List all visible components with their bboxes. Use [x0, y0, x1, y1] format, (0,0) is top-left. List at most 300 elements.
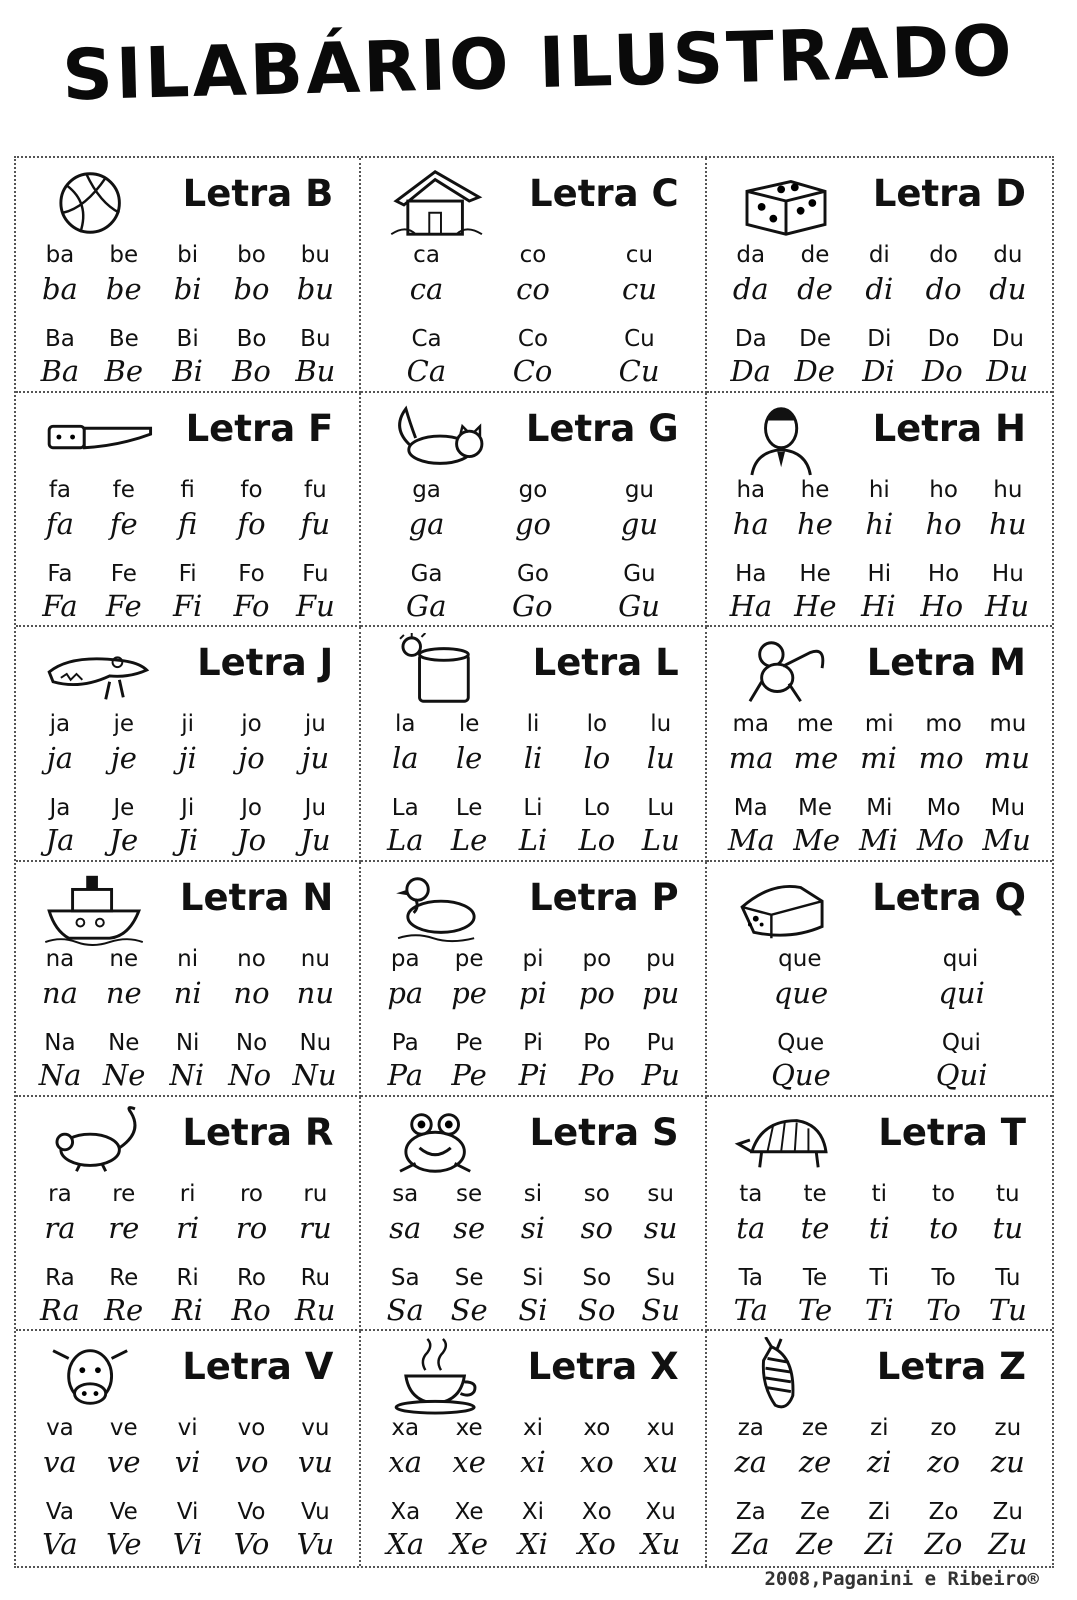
- syllable: mo: [918, 741, 964, 776]
- letter-card: [361, 393, 706, 628]
- syllable: ze: [798, 1445, 832, 1480]
- syllable: Da: [730, 354, 771, 388]
- letter-card: [707, 1097, 1052, 1332]
- syllable: Mu: [990, 795, 1026, 822]
- syllable: Vi: [172, 1527, 203, 1562]
- syllables-uppercase: [373, 1265, 692, 1291]
- syllable-grid: [14, 156, 1054, 1568]
- syllable: xi: [520, 1445, 546, 1480]
- syllable: vu: [301, 1415, 330, 1442]
- syllable: Ca: [411, 326, 442, 352]
- syllable: do: [929, 242, 958, 268]
- syllable: Su: [646, 1264, 676, 1291]
- monkey-icon: [727, 633, 845, 711]
- syllables-uppercase: [719, 1499, 1040, 1525]
- syllable: fo: [240, 476, 263, 503]
- syllable: Mi: [866, 795, 893, 822]
- syllable: da: [732, 272, 769, 306]
- syllable: Cu: [618, 354, 660, 388]
- letter-heading: Letra Z: [876, 1345, 1026, 1389]
- syllable: Mo: [916, 823, 965, 858]
- syllables-cursive-uppercase: [373, 1527, 692, 1561]
- letter-heading: Letra M: [866, 641, 1026, 685]
- syllables-cursive-lowercase: [373, 1445, 692, 1479]
- letter-heading: Letra L: [532, 641, 679, 685]
- syllable: Za: [732, 1527, 770, 1562]
- syllable: gu: [624, 476, 655, 503]
- syllable: Zi: [868, 1499, 891, 1526]
- syllables-cursive-lowercase: [373, 507, 692, 541]
- syllable: xu: [643, 1445, 679, 1480]
- syllable: ro: [235, 1210, 268, 1245]
- syllables-cursive-lowercase: [719, 976, 1040, 1010]
- ball-icon: [36, 164, 154, 242]
- syllable: fu: [300, 506, 331, 541]
- syllables-cursive-lowercase: [28, 741, 347, 775]
- syllable: te: [803, 1180, 827, 1207]
- syllable: Na: [44, 1030, 76, 1056]
- syllable: Ho: [920, 588, 964, 623]
- syllables-cursive-lowercase: [28, 1211, 347, 1245]
- syllable: Zu: [988, 1527, 1028, 1562]
- syllable: zi: [870, 1415, 889, 1442]
- syllables-cursive-uppercase: [719, 589, 1040, 623]
- syllable: Xo: [581, 1499, 612, 1526]
- syllable: no: [233, 976, 270, 1010]
- syllable: Sa: [390, 1264, 420, 1291]
- letter-heading: Letra G: [525, 406, 679, 450]
- letter-heading: Letra H: [872, 406, 1026, 450]
- syllable: Ni: [175, 1030, 200, 1056]
- syllable: Bi: [176, 326, 199, 352]
- syllable: fo: [237, 506, 266, 541]
- syllable: Du: [991, 326, 1024, 352]
- syllable: vo: [234, 1445, 269, 1480]
- syllable: re: [112, 1180, 136, 1207]
- syllable: ve: [107, 1445, 141, 1480]
- syllable: Xa: [386, 1527, 425, 1562]
- syllable: ti: [871, 1180, 888, 1207]
- syllable: Co: [517, 326, 549, 352]
- letter-card: [707, 862, 1052, 1097]
- syllable: va: [46, 1415, 74, 1442]
- syllables-uppercase: [719, 795, 1040, 821]
- syllable: Fe: [110, 560, 137, 587]
- syllable: que: [773, 976, 829, 1010]
- syllable: Be: [108, 326, 139, 352]
- syllable: Ho: [927, 560, 960, 587]
- syllable: po: [582, 946, 612, 972]
- syllable: Lu: [647, 795, 675, 822]
- syllable: ni: [177, 946, 199, 972]
- syllable: Ze: [796, 1527, 834, 1562]
- syllable: Di: [867, 326, 892, 352]
- syllable: Jo: [236, 823, 267, 858]
- syllable: Su: [641, 1292, 680, 1327]
- syllable: ra: [44, 1210, 76, 1245]
- syllable: Pu: [641, 1058, 680, 1092]
- syllable: du: [989, 272, 1027, 306]
- syllable: nu: [300, 946, 330, 972]
- syllable: Fu: [302, 560, 329, 587]
- syllable: di: [868, 242, 890, 268]
- letter-card: [361, 1097, 706, 1332]
- syllable: De: [794, 354, 835, 388]
- syllable: ze: [801, 1415, 829, 1442]
- syllable: cu: [621, 272, 657, 306]
- syllable: Se: [454, 1264, 484, 1291]
- syllable: De: [799, 326, 831, 352]
- syllable: Ro: [236, 1264, 267, 1291]
- letter-card: [707, 627, 1052, 862]
- letter-card: [707, 158, 1052, 393]
- syllable: ha: [732, 506, 769, 541]
- syllable: Je: [113, 795, 135, 822]
- cheese-icon: [727, 868, 845, 946]
- syllable: Hu: [985, 588, 1029, 623]
- syllable: ho: [925, 506, 962, 541]
- syllables-cursive-uppercase: [373, 1293, 692, 1327]
- syllable: Ha: [735, 560, 767, 587]
- syllable: Ba: [40, 354, 80, 388]
- page-title: SILABÁRIO ILUSTRADO: [61, 9, 1016, 117]
- letter-card: [361, 1331, 706, 1566]
- syllable: je: [113, 711, 135, 738]
- syllable: le: [455, 741, 483, 776]
- syllables-uppercase: [28, 326, 347, 352]
- syllable: xe: [455, 1415, 483, 1442]
- syllables-uppercase: [373, 1499, 692, 1525]
- syllable: Fi: [178, 560, 197, 587]
- syllable: vu: [297, 1445, 333, 1480]
- syllable: Ri: [171, 1292, 203, 1327]
- syllable: Zu: [992, 1499, 1024, 1526]
- syllable: ne: [105, 976, 142, 1010]
- syllable: pu: [646, 946, 676, 972]
- syllable: ru: [299, 1210, 332, 1245]
- syllable: za: [734, 1445, 768, 1480]
- syllables-lowercase: [373, 477, 692, 503]
- syllable: bu: [300, 242, 330, 268]
- letter-card: [361, 158, 706, 393]
- syllable: Ti: [865, 1292, 894, 1327]
- duck-icon: [381, 868, 499, 946]
- syllables-uppercase: [28, 561, 347, 587]
- syllable: Va: [42, 1527, 78, 1562]
- syllable: hi: [865, 506, 894, 541]
- syllables-uppercase: [719, 1030, 1040, 1056]
- syllable: Va: [45, 1499, 74, 1526]
- syllable: Lo: [583, 795, 611, 822]
- syllable: Ro: [231, 1292, 271, 1327]
- syllables-lowercase: [28, 711, 347, 737]
- syllable: Ne: [102, 1058, 146, 1092]
- syllable: du: [993, 242, 1023, 268]
- letter-heading: Letra B: [182, 172, 334, 215]
- letter-heading: Letra F: [185, 406, 334, 450]
- syllable: xo: [583, 1415, 611, 1442]
- syllables-cursive-uppercase: [719, 1058, 1040, 1092]
- syllable: to: [932, 1180, 956, 1207]
- syllable: li: [526, 711, 540, 738]
- syllables-uppercase: [373, 795, 692, 821]
- syllable: Xi: [518, 1527, 548, 1562]
- syllable: se: [456, 1180, 483, 1207]
- syllable: so: [583, 1180, 610, 1207]
- syllable: ra: [48, 1180, 72, 1207]
- syllable: fa: [48, 476, 72, 503]
- syllable: Go: [511, 588, 553, 623]
- syllable: do: [925, 272, 962, 306]
- syllable: zu: [994, 1415, 1022, 1442]
- syllables-cursive-uppercase: [373, 354, 692, 388]
- syllables-cursive-uppercase: [28, 1527, 347, 1561]
- syllables-cursive-uppercase: [28, 1293, 347, 1327]
- syllable: vi: [174, 1445, 201, 1480]
- syllable: ro: [239, 1180, 264, 1207]
- syllable: Gu: [618, 588, 660, 623]
- syllable: Ju: [300, 823, 331, 858]
- syllables-lowercase: [373, 242, 692, 268]
- syllable: ta: [739, 1180, 763, 1207]
- syllables-cursive-lowercase: [28, 976, 347, 1010]
- syllable: Ja: [45, 823, 75, 858]
- syllable: Re: [104, 1292, 144, 1327]
- syllable: Lu: [641, 823, 680, 858]
- syllable: me: [796, 711, 834, 738]
- syllable: Ti: [869, 1264, 890, 1291]
- syllable: Que: [777, 1030, 825, 1056]
- syllable: Ji: [177, 823, 199, 858]
- syllable: No: [228, 1058, 272, 1092]
- syllable: Pa: [387, 1058, 423, 1092]
- syllable: Lo: [578, 823, 616, 858]
- armadillo-icon: [727, 1103, 845, 1181]
- letter-card: [16, 627, 361, 862]
- syllable: Xu: [645, 1499, 676, 1526]
- letter-card: [16, 862, 361, 1097]
- syllable: li: [523, 741, 543, 776]
- syllable: Zo: [924, 1527, 963, 1562]
- syllable: ji: [178, 741, 197, 776]
- syllable: bi: [173, 272, 202, 306]
- syllable: Vo: [237, 1499, 266, 1526]
- syllables-lowercase: [719, 1415, 1040, 1441]
- syllable: go: [514, 506, 551, 541]
- syllable: Pu: [646, 1030, 675, 1056]
- syllables-cursive-lowercase: [719, 272, 1040, 306]
- syllables-lowercase: [373, 1415, 692, 1441]
- letter-heading: Letra D: [872, 172, 1026, 215]
- syllables-uppercase: [719, 561, 1040, 587]
- syllable: go: [518, 476, 548, 503]
- syllable: Ri: [176, 1264, 199, 1291]
- syllable: ba: [41, 272, 78, 306]
- syllable: Nu: [299, 1030, 332, 1056]
- syllable: so: [580, 1210, 613, 1245]
- syllable: Qui: [941, 1030, 981, 1056]
- syllable: Si: [522, 1264, 544, 1291]
- syllable: Mu: [982, 823, 1031, 858]
- mouse-icon: [36, 1103, 154, 1181]
- house-icon: [381, 164, 499, 242]
- syllable: Ga: [406, 588, 447, 623]
- syllable: lo: [583, 741, 611, 776]
- syllables-cursive-lowercase: [28, 507, 347, 541]
- syllable: de: [797, 272, 833, 306]
- syllables-cursive-uppercase: [373, 823, 692, 857]
- syllables-cursive-uppercase: [28, 823, 347, 857]
- syllable: To: [931, 1264, 956, 1291]
- syllables-cursive-lowercase: [719, 1445, 1040, 1479]
- syllables-uppercase: [719, 326, 1040, 352]
- syllable: pi: [519, 976, 547, 1010]
- syllable: Ma: [733, 795, 768, 822]
- syllable: Do: [927, 326, 960, 352]
- syllable: Hi: [861, 588, 896, 623]
- letter-card: [16, 158, 361, 393]
- syllables-lowercase: [719, 1181, 1040, 1207]
- syllable: hu: [989, 506, 1027, 541]
- man-icon: [727, 399, 845, 477]
- syllable: tu: [992, 1210, 1024, 1245]
- syllables-uppercase: [28, 1499, 347, 1525]
- syllable: Ra: [45, 1264, 75, 1291]
- frog-icon: [381, 1103, 499, 1181]
- syllable: xi: [522, 1415, 543, 1442]
- syllables-lowercase: [28, 242, 347, 268]
- syllable: xa: [391, 1415, 420, 1442]
- syllables-cursive-lowercase: [373, 1211, 692, 1245]
- syllables-cursive-lowercase: [373, 976, 692, 1010]
- cat-icon: [381, 399, 499, 477]
- syllable: jo: [238, 741, 265, 776]
- syllable: Pe: [455, 1030, 483, 1056]
- syllable: me: [793, 741, 839, 776]
- letter-heading: Letra V: [182, 1345, 334, 1389]
- syllables-cursive-uppercase: [373, 1058, 692, 1092]
- ship-icon: [36, 868, 154, 946]
- syllable: fi: [180, 476, 195, 503]
- syllable: bu: [296, 272, 334, 306]
- syllable: Po: [578, 1058, 615, 1092]
- syllable: Ju: [304, 795, 327, 822]
- letter-heading: Letra N: [179, 876, 334, 919]
- syllable: Na: [38, 1058, 82, 1092]
- syllable: fi: [177, 506, 198, 541]
- syllable: Jo: [241, 795, 262, 822]
- syllable: Xu: [641, 1527, 681, 1562]
- syllable: ca: [409, 272, 444, 306]
- syllable: Se: [450, 1292, 488, 1327]
- syllable: He: [794, 588, 837, 623]
- letter-card: [361, 627, 706, 862]
- syllable: se: [453, 1210, 486, 1245]
- syllable: No: [235, 1030, 268, 1056]
- syllable: tu: [996, 1180, 1020, 1207]
- syllable: ru: [303, 1180, 328, 1207]
- syllable: fe: [112, 476, 135, 503]
- syllable: no: [237, 946, 266, 972]
- syllable: bo: [233, 272, 270, 306]
- syllables-cursive-lowercase: [719, 1211, 1040, 1245]
- syllable: na: [41, 976, 78, 1010]
- letter-heading: Letra R: [182, 1110, 334, 1154]
- syllable: sa: [389, 1210, 422, 1245]
- syllable: va: [43, 1445, 77, 1480]
- syllable: Zi: [864, 1527, 895, 1562]
- syllables-cursive-uppercase: [373, 589, 692, 623]
- syllable: nu: [296, 976, 335, 1010]
- syllable: ji: [181, 711, 195, 738]
- syllable: ja: [46, 741, 74, 776]
- syllable: Cu: [624, 326, 655, 352]
- syllable: Be: [104, 354, 144, 388]
- syllable: la: [395, 711, 416, 738]
- syllable: mu: [989, 711, 1027, 738]
- syllable: Nu: [292, 1058, 337, 1092]
- syllables-cursive-lowercase: [28, 1445, 347, 1479]
- syllable: fa: [45, 506, 74, 541]
- syllables-uppercase: [28, 1030, 347, 1056]
- syllables-uppercase: [28, 1265, 347, 1291]
- syllable: Le: [450, 823, 488, 858]
- syllables-cursive-lowercase: [373, 272, 692, 306]
- syllable: ma: [732, 711, 770, 738]
- syllable: Go: [517, 560, 549, 587]
- syllable: vi: [177, 1415, 198, 1442]
- syllable: Si: [518, 1292, 548, 1327]
- syllable: Fo: [233, 588, 270, 623]
- syllable: zu: [990, 1445, 1025, 1480]
- syllable: Po: [583, 1030, 611, 1056]
- syllable: Xa: [390, 1499, 421, 1526]
- letter-card: [361, 862, 706, 1097]
- syllable: la: [391, 741, 419, 776]
- syllable: Pa: [391, 1030, 419, 1056]
- syllable: Bo: [236, 326, 267, 352]
- syllable: Li: [523, 795, 543, 822]
- syllables-lowercase: [719, 711, 1040, 737]
- syllable: Ta: [733, 1292, 768, 1327]
- letter-heading: Letra S: [529, 1110, 679, 1154]
- syllable: he: [800, 476, 830, 503]
- syllable: co: [519, 242, 547, 268]
- syllable: pa: [390, 946, 420, 972]
- syllables-uppercase: [28, 795, 347, 821]
- syllable: Xo: [577, 1527, 616, 1562]
- syllables-uppercase: [373, 326, 692, 352]
- letter-heading: Letra X: [527, 1345, 679, 1389]
- syllables-cursive-uppercase: [28, 589, 347, 623]
- syllable: Qui: [935, 1058, 988, 1092]
- syllable: Xe: [454, 1499, 484, 1526]
- syllable: ne: [109, 946, 139, 972]
- letter-heading: Letra Q: [872, 876, 1026, 919]
- syllable: Pi: [523, 1030, 543, 1056]
- syllable: he: [797, 506, 833, 541]
- syllable: Bo: [232, 354, 271, 388]
- syllable: Te: [802, 1264, 828, 1291]
- syllable: si: [520, 1210, 546, 1245]
- syllable: Bu: [295, 354, 336, 388]
- syllables-cursive-lowercase: [373, 741, 692, 775]
- syllables-cursive-lowercase: [719, 741, 1040, 775]
- syllable: Ne: [108, 1030, 140, 1056]
- syllable: Du: [986, 354, 1029, 388]
- syllable: ni: [173, 976, 202, 1010]
- syllable: xa: [388, 1445, 423, 1480]
